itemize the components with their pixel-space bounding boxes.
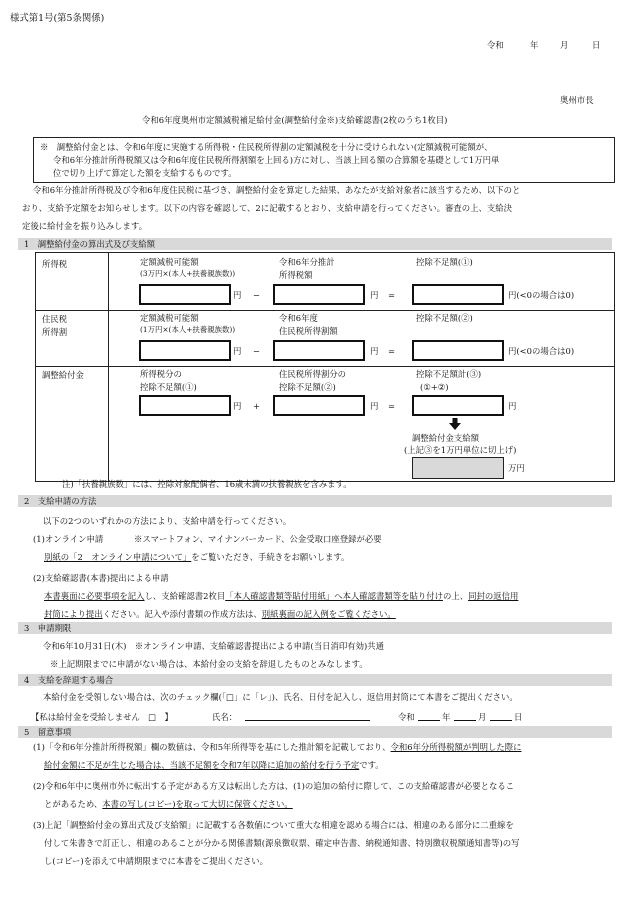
note-1-line (33, 742, 521, 753)
col1-label: 定額減税可能額 (140, 313, 199, 323)
decline-date-era: 令和 (398, 712, 415, 722)
text-run: とがあるため、 (44, 799, 103, 809)
notice-box (33, 137, 615, 183)
section-5-heading: 5 留意事項 (24, 727, 72, 737)
paper-application-title: (2)支給確認書(本書)提出による申請 (33, 573, 169, 583)
intro-line: おり、支給予定額をお知らせします。以下の内容を確認して、2に記載するとおり、支給申請を行ってください。審査の上、支給決 (22, 203, 512, 213)
income-tax-shortfall-input[interactable] (139, 395, 231, 416)
ten-thousand-yen-unit: 万円 (508, 463, 525, 473)
note-3-line: 付して朱書きで訂正し、相違のあることが分かる関係書類(源泉徴収票、確定申告書、納税通知書、特別徴収税額通知書等)の写 (44, 838, 520, 848)
decline-year-label: 年 (442, 712, 451, 722)
decline-year-field[interactable] (418, 720, 440, 721)
table-divider (36, 366, 614, 367)
section-1-heading: 1 調整給付金の算出式及び支給額 (24, 239, 155, 249)
equals-operator: = (388, 346, 396, 356)
document-title: 令和6年度奥州市定額減税補足給付金(調整給付金※)支給確認書(2枚のうち1枚目) (142, 115, 448, 125)
table-divider (108, 253, 109, 481)
equals-operator: = (388, 290, 396, 300)
yen-unit: 円 (233, 401, 242, 411)
section-4-header (18, 674, 612, 686)
resident-tax-reduction-input[interactable] (139, 340, 231, 361)
decline-day-label: 日 (514, 712, 523, 722)
yen-unit: 円 (508, 401, 517, 411)
payment-label: 調整給付金支給額 (412, 433, 479, 443)
col2-label: 令和6年度 (279, 313, 318, 323)
id-doc-instruction: 「本人確認書類等貼付用紙」へ本人確認書類等を貼り付け (225, 591, 443, 601)
col2-label: 住民税所得割分の (279, 369, 346, 379)
section-5-header (18, 726, 612, 738)
date-day: 日 (592, 40, 601, 50)
section-2-header (18, 495, 612, 507)
equals-operator: = (388, 401, 396, 411)
paper-application-line (44, 609, 396, 620)
yen-unit: 円 (233, 346, 242, 356)
issuer: 奥州市長 (560, 95, 594, 105)
row-label: 調整給付金 (42, 370, 84, 380)
text-run: ください。記入や添付書類の作成方法は、 (102, 609, 262, 619)
note-2-line (44, 799, 293, 810)
table-divider (36, 310, 614, 311)
online-application-requirements: ※スマートフォン、マイナンバーカード、公金受取口座登録が必要 (134, 534, 382, 544)
decline-instruction: 本給付金を受領しない場合は、次のチェック欄(「□」に「レ」)、氏名、日付を記入し、返信用封筒にて本書をご提出ください。 (43, 692, 518, 702)
decline-month-field[interactable] (454, 720, 476, 721)
deadline-note: ※上記期限までに申請がない場合は、本給付金の支給を辞退したものとみなします。 (50, 659, 368, 669)
date-era: 令和 (487, 40, 504, 50)
section-2-heading: 2 支給申請の方法 (24, 496, 97, 506)
col3-label: 控除不足額計(③) (416, 369, 482, 379)
section-4-heading: 4 支給を辞退する場合 (24, 675, 114, 685)
col1-label: 定額減税可能額 (140, 257, 199, 267)
text-run: (1)「令和6年分推計所得税額」欄の数値は、令和5年所得等を基にした推計額を記載しており、 (33, 742, 391, 752)
col3-sublabel: (①+②) (420, 382, 449, 392)
text-run: し、支給確認書2枚目 (144, 591, 226, 601)
col2-sublabel: 所得税額 (279, 270, 313, 280)
date-month: 月 (560, 40, 569, 50)
section-3-heading: 3 申請期限 (24, 623, 72, 633)
note-3-line: (3)上記「調整給付金の算出式及び支給額」に記載する各数値について重大な相違を認める場合には、相違のある部分に二重線を (33, 820, 514, 830)
col1-label: 所得税分の (140, 369, 182, 379)
decline-month-label: 月 (478, 712, 487, 722)
down-arrow-icon (449, 418, 461, 430)
deadline-line: 令和6年10月31日(木) ※オンライン申請、支給確認書提出による申請(当日消印有効)共通 (43, 641, 384, 651)
online-guide-text: をご覧いただき、手続きをお願いします。 (191, 552, 350, 562)
dependents-footnote: 注)「扶養親族数」には、控除対象配偶者、16歳未満の扶養親族を含みます。 (62, 479, 352, 489)
decline-checkbox[interactable]: 【私は給付金を受給しません □ 】 (31, 712, 173, 722)
online-guide-link[interactable]: 別紙の「2 オンライン申請について」 (44, 552, 192, 562)
yen-unit: 円 (370, 346, 379, 356)
section-2-intro: 以下の2つのいずれかの方法により、支給申請を行ってください。 (43, 516, 292, 526)
notice-line: ※ 調整給付金とは、令和6年度に実施する所得税・住民税所得割の定額減税を十分に受けられない(定額減税可能額が、 (40, 142, 493, 152)
yen-unit: 円 (233, 290, 242, 300)
zero-floor-note: 円(<0の場合は0) (508, 290, 575, 300)
col1-sublabel: (1万円×(本人+扶養親族数)) (140, 325, 236, 334)
name-label: 氏名： (212, 712, 238, 722)
form-number: 様式第1号(第5条関係) (10, 13, 105, 24)
row-label: 住民税 (42, 314, 68, 324)
section-3-header (18, 622, 612, 634)
name-field[interactable] (245, 720, 370, 721)
payment-sublabel: (上記③を1万円単位に切上げ) (404, 445, 517, 455)
col1-sublabel: (3万円×(本人+扶養親族数)) (140, 269, 236, 278)
return-envelope-instruction: 封筒により提出 (44, 609, 103, 619)
text-run: です。 (359, 760, 384, 770)
tax-reduction-input[interactable] (139, 284, 231, 305)
resident-tax-shortfall-input[interactable] (273, 395, 365, 416)
col1-sublabel: 控除不足額(①) (140, 382, 197, 392)
underlined-text: 給付金額に不足が生じた場合は、当該不足額を令和7年以降に追加の給付を行う予定 (44, 760, 360, 770)
yen-unit: 円 (370, 401, 379, 411)
note-1-line (44, 760, 384, 771)
shortfall-total-input[interactable] (412, 395, 504, 416)
underlined-text: 令和6年分所得税額が判明した際に (390, 742, 522, 752)
online-application-instructions (44, 552, 349, 563)
notice-line: 位で切り上げて算定した額を支給するものです。 (53, 168, 237, 178)
paper-application-line (44, 591, 518, 602)
note-3-line: し(コピー)を添えて申請期限までに本書をご提出ください。 (44, 856, 268, 866)
plus-operator: + (253, 401, 261, 411)
col3-label: 控除不足額(①) (416, 257, 473, 267)
payment-amount-field (412, 457, 504, 479)
zero-floor-note: 円(<0の場合は0) (508, 346, 575, 356)
example-guide-link[interactable]: 別紙裏面の記入例をご覧ください。 (261, 609, 396, 619)
intro-line: 定後に給付金を振り込みします。 (22, 221, 147, 231)
notice-line: 令和6年分推計所得税額又は令和6年度住民税所得割額を上回る)方に対し、当該上回る額の合算額を基礎として1万円単 (53, 155, 500, 165)
row-label: 所得税 (42, 259, 68, 269)
date-year: 年 (530, 40, 539, 50)
col2-sublabel: 控除不足額(②) (279, 382, 336, 392)
deduction-shortfall-2-input[interactable] (412, 340, 504, 361)
section-1-header (18, 238, 612, 250)
resident-income-tax-input[interactable] (273, 340, 365, 361)
decline-day-field[interactable] (490, 720, 512, 721)
return-envelope-instruction: 同封の返信用 (468, 591, 519, 601)
note-2-line: (2)令和6年中に奥州市外に転出する予定がある方又は転出した方は、(1)の追加の給付に際して、この支給確認書が必要となるこ (33, 781, 515, 791)
row-label: 所得割 (42, 327, 68, 337)
col2-sublabel: 住民税所得割額 (279, 326, 338, 336)
minus-operator: − (253, 290, 261, 300)
col3-label: 控除不足額(②) (416, 313, 473, 323)
underlined-text: 本書の写し(コピー)を取って大切に保管ください。 (102, 799, 293, 809)
back-page-instruction: 本書裏面に必要事項を記入 (44, 591, 145, 601)
yen-unit: 円 (370, 290, 379, 300)
intro-line: 令和6年分推計所得税及び令和6年度住民税に基づき、調整給付金を算定した結果、あなたが支給対象者に該当するため、以下のと (33, 185, 521, 195)
text-run: の上、 (442, 591, 469, 601)
col2-label: 令和6年分推計 (279, 257, 335, 267)
minus-operator: − (253, 346, 261, 356)
calculation-table (35, 252, 615, 482)
deduction-shortfall-1-input[interactable] (412, 284, 504, 305)
estimated-income-tax-input[interactable] (273, 284, 365, 305)
online-application-title: (1)オンライン申請 (33, 534, 104, 544)
